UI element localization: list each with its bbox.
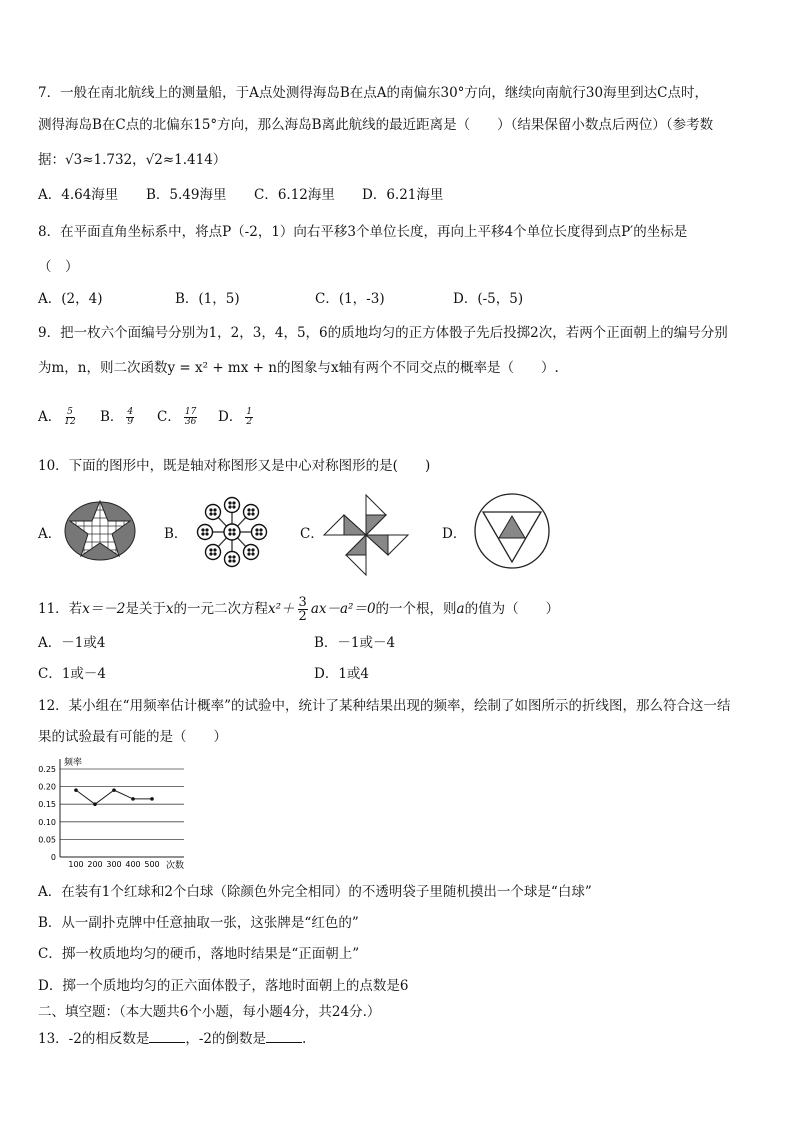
- q11-fraction: [298, 596, 308, 623]
- q10-figure-c-pinwheel: [322, 493, 410, 577]
- q13-part2: ，-2的倒数是: [185, 1031, 266, 1047]
- q10-figure-d-triangles-in-circle: [473, 492, 551, 570]
- chart-xtick-label: 500: [144, 860, 160, 869]
- q10-line1: 10．下面的图形中，既是轴对称图形又是中心对称图形的是( ): [38, 458, 431, 474]
- q8-line2: （ ）: [38, 259, 79, 275]
- q12-option-c: C．掷一枚质地均匀的硬币，落地时结果是“正面朝上”: [38, 946, 360, 962]
- chart-xlabel: 次数: [166, 861, 185, 871]
- q10-figure-b-circle-ring: [194, 496, 270, 568]
- q12-line2: 果的试验最有可能的是（ ）: [38, 729, 227, 745]
- q9-option-b-label: B．: [100, 409, 124, 425]
- q11-frac-den: 2: [298, 609, 307, 624]
- q12-option-b: B．从一副扑克牌中任意抽取一张，这张牌是“红色的”: [38, 915, 359, 931]
- q13-blank-1: [149, 1030, 185, 1043]
- q7-option-c: C．6.12海里: [254, 187, 335, 203]
- q10-label-c: C．: [300, 526, 324, 542]
- chart-xtick-label: 100: [68, 860, 84, 869]
- chart-xtick-label: 300: [106, 860, 122, 869]
- chart-xtick-label: 400: [125, 860, 141, 869]
- q7-line1: 7．一般在南北航线上的测量船，于A点处测得海岛B在点A的南偏东30°方向，继续向南航行30海里到达C点时，: [38, 85, 708, 101]
- q11-mid2: 的一元二次方程: [173, 601, 269, 617]
- q7-option-d: D．6.21海里: [362, 187, 444, 203]
- q8-option-c: C．(1，-3): [315, 291, 385, 307]
- q9-option-b-fraction: [126, 408, 134, 427]
- q12-option-d: D．掷一个质地均匀的正六面体骰子，落地时面朝上的点数是6: [38, 978, 409, 994]
- frequency-line-chart: [32, 755, 192, 873]
- q11-eq-a: x²＋: [268, 601, 295, 617]
- chart-ytick-label: 0: [50, 853, 56, 862]
- q8-option-d: D．(-5，5): [453, 291, 524, 307]
- q11-eq-b: ax－a²＝0: [310, 601, 376, 617]
- q11-frac-num: 3: [298, 595, 307, 610]
- q9-option-d-den: 2: [246, 417, 253, 427]
- q7-option-a: A．4.64海里: [38, 187, 119, 203]
- chart-data-point: [74, 788, 78, 792]
- q8-line1: 8．在平面直角坐标系中，将点P（-2，1）向右平移3个单位长度，再向上平移4个单位长度得到点P′的坐标是: [38, 224, 688, 240]
- q9-option-b-den: 9: [127, 417, 134, 427]
- q11-suffix: 的值为（ ）: [464, 601, 560, 617]
- q9-option-c-label: C．: [157, 409, 181, 425]
- q11-mid: 是关于: [125, 601, 166, 617]
- chart-grid: [60, 769, 184, 839]
- q12-line1: 12．某小组在“用频率估计概率”的试验中，统计了某种结果出现的频率，绘制了如图所示的折线图，那么符合这一结: [38, 698, 731, 714]
- q13-part1: 13．-2的相反数是: [38, 1031, 150, 1047]
- q9-option-a-num: 5: [67, 407, 73, 417]
- q11-condition: x＝－2: [82, 601, 126, 617]
- q9-option-c: [157, 408, 200, 427]
- chart-data-point: [131, 797, 135, 801]
- q9-option-a-den: 12: [64, 417, 76, 427]
- chart-ylabel: 频率: [64, 758, 83, 768]
- q9-option-c-fraction: [184, 408, 197, 427]
- q9-option-d: [218, 408, 256, 427]
- chart-data-point: [150, 797, 154, 801]
- q9-option-b: [100, 408, 137, 427]
- q9-option-d-label: D．: [218, 409, 243, 425]
- chart-data-point: [112, 788, 116, 792]
- q10-label-d: D．: [442, 526, 467, 542]
- q9-option-a-fraction: [64, 408, 75, 427]
- q9-option-d-num: 1: [246, 407, 253, 417]
- section-heading-fill-blank: 二、填空题：（本大题共6个小题，每小题4分，共24分.）: [38, 1004, 381, 1020]
- q13-part3: .: [302, 1031, 307, 1047]
- q11-line1: [38, 596, 559, 623]
- q10-label-a: A．: [38, 526, 62, 542]
- chart-ytick-label: 0.15: [38, 800, 56, 810]
- q7-option-b: B．5.49海里: [146, 187, 227, 203]
- q11-prefix: 11．若: [38, 601, 83, 617]
- q9-option-c-num: 17: [184, 407, 197, 417]
- q12-option-a: A．在装有1个红球和2个白球（除颜色外完全相同）的不透明袋子里随机摸出一个球是“白球”: [38, 884, 592, 900]
- q9-line2: 为m，n，则二次函数y = x² + mx + n的图象与x轴有两个不同交点的概率是（ ）.: [38, 360, 559, 376]
- chart-ytick-label: 0.10: [38, 817, 56, 827]
- q8-option-b: B．(1，5): [175, 291, 240, 307]
- q13-line: [38, 1030, 306, 1048]
- q9-option-a: [38, 408, 79, 427]
- q10-figure-a-star-in-circle: [64, 498, 140, 562]
- chart-xtick-label: 200: [87, 860, 103, 869]
- q13-blank-2: [266, 1030, 302, 1043]
- chart-ytick-label: 0.05: [38, 835, 56, 845]
- chart-data-point: [93, 802, 97, 806]
- q9-option-a-label: A．: [38, 409, 62, 425]
- q7-line2: 测得海岛B在C点的北偏东15°方向，那么海岛B离此航线的最近距离是（ ）（结果保留小数点后两位）（参考数: [38, 117, 714, 133]
- q7-line3: 据：√3≈1.732，√2≈1.414）: [38, 152, 227, 168]
- q9-line1: 9．把一枚六个面编号分别为1，2，3，4，5，6的质地均匀的正方体骰子先后投掷2次，若两个正面朝上的编号分别: [38, 325, 728, 341]
- q11-mid3: 的一个根，则: [375, 601, 457, 617]
- chart-yticks: [38, 765, 56, 862]
- chart-xticks: [68, 860, 159, 869]
- q9-option-d-fraction: [245, 408, 253, 427]
- q11-var-a: a: [456, 601, 465, 617]
- chart-ytick-label: 0.20: [38, 782, 56, 792]
- q11-option-a: A．－1或4: [38, 635, 106, 651]
- q8-option-a: A．(2，4): [38, 291, 103, 307]
- q10-label-b: B．: [164, 526, 188, 542]
- chart-series-line: [76, 790, 152, 804]
- q11-var-x: x: [165, 601, 174, 617]
- q9-option-b-num: 4: [127, 407, 134, 417]
- q11-option-d: D．1或4: [314, 666, 370, 682]
- chart-ytick-label: 0.25: [38, 765, 56, 774]
- q9-option-c-den: 36: [184, 417, 197, 427]
- q11-option-b: B．－1或－4: [314, 635, 396, 651]
- q11-option-c: C．1或－4: [38, 666, 107, 682]
